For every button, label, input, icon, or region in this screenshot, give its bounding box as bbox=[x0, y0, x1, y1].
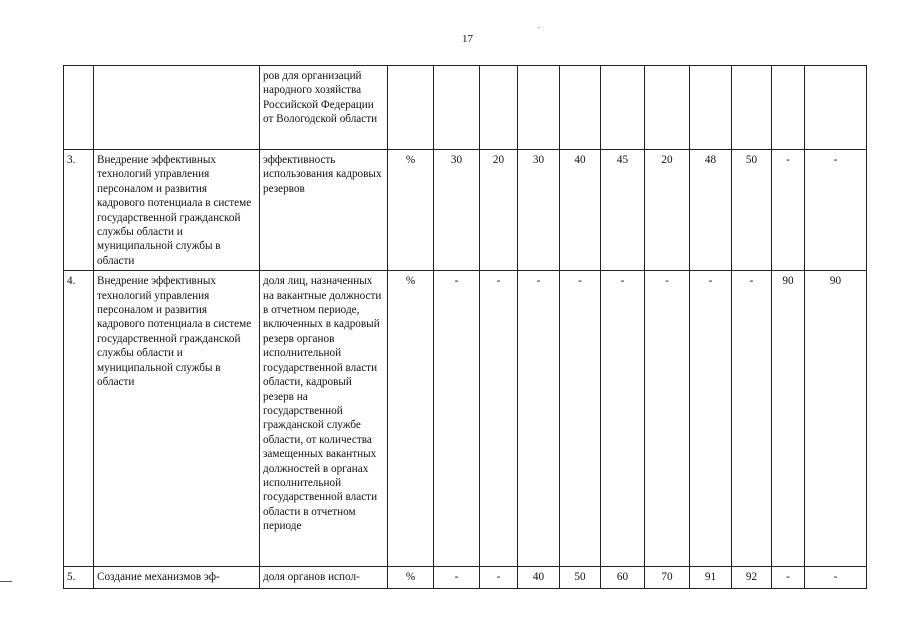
unit-cell: % bbox=[388, 271, 434, 567]
indicator-cell: доля органов испол- bbox=[260, 567, 388, 589]
unit-cell: % bbox=[388, 150, 434, 271]
unit-cell bbox=[388, 66, 434, 150]
value-cell: - bbox=[434, 271, 480, 567]
scan-speck bbox=[538, 27, 540, 28]
row-number: 4. bbox=[64, 271, 94, 567]
value-cell: 90 bbox=[805, 271, 867, 567]
table-row bbox=[64, 66, 867, 150]
value-cell: 92 bbox=[732, 567, 772, 589]
value-cell bbox=[518, 66, 560, 150]
value-cell: 70 bbox=[645, 567, 690, 589]
event-cell bbox=[94, 66, 260, 150]
value-cell: 40 bbox=[518, 567, 560, 589]
value-cell: 48 bbox=[690, 150, 732, 271]
value-cell bbox=[480, 66, 518, 150]
value-cell bbox=[690, 66, 732, 150]
indicator-cell: эффективность использования кадровых резервов bbox=[260, 150, 388, 271]
value-cell: 45 bbox=[601, 150, 645, 271]
indicators-table bbox=[63, 65, 867, 589]
table-row bbox=[64, 271, 867, 567]
value-cell bbox=[772, 66, 805, 150]
table-row bbox=[64, 150, 867, 271]
value-cell bbox=[601, 66, 645, 150]
event-cell: Создание механизмов эф- bbox=[94, 567, 260, 589]
indicator-cell: ров для организаций народного хозяйства Российской Федерации от Вологодской области bbox=[260, 66, 388, 150]
row-number: 5. bbox=[64, 567, 94, 589]
value-cell: - bbox=[690, 271, 732, 567]
value-cell: 60 bbox=[601, 567, 645, 589]
value-cell: - bbox=[601, 271, 645, 567]
value-cell: - bbox=[434, 567, 480, 589]
value-cell: 30 bbox=[518, 150, 560, 271]
value-cell: - bbox=[805, 567, 867, 589]
value-cell: 50 bbox=[732, 150, 772, 271]
value-cell bbox=[560, 66, 601, 150]
value-cell bbox=[434, 66, 480, 150]
unit-cell: % bbox=[388, 567, 434, 589]
value-cell bbox=[645, 66, 690, 150]
row-number: 3. bbox=[64, 150, 94, 271]
value-cell: 91 bbox=[690, 567, 732, 589]
value-cell: - bbox=[772, 150, 805, 271]
value-cell: 40 bbox=[560, 150, 601, 271]
value-cell: - bbox=[772, 567, 805, 589]
value-cell: - bbox=[805, 150, 867, 271]
value-cell: 90 bbox=[772, 271, 805, 567]
value-cell bbox=[805, 66, 867, 150]
page-number: 17 bbox=[462, 33, 473, 45]
row-number bbox=[64, 66, 94, 150]
value-cell bbox=[732, 66, 772, 150]
value-cell: - bbox=[518, 271, 560, 567]
table-row bbox=[64, 567, 867, 589]
value-cell: - bbox=[645, 271, 690, 567]
value-cell: - bbox=[732, 271, 772, 567]
event-cell: Внедрение эффективных технологий управления персоналом и развития кадрового потенциала в системе государственной гражданской службы области и муниципальной службы в области bbox=[94, 150, 260, 271]
value-cell: 50 bbox=[560, 567, 601, 589]
value-cell: 20 bbox=[480, 150, 518, 271]
event-cell: Внедрение эффективных технологий управления персоналом и развития кадрового потенциала в системе государственной гражданской службы области и муниципальной службы в области bbox=[94, 271, 260, 567]
value-cell: - bbox=[480, 271, 518, 567]
value-cell: 30 bbox=[434, 150, 480, 271]
value-cell: 20 bbox=[645, 150, 690, 271]
indicator-cell: доля лиц, назначенных на вакантные должности в отчетном периоде, включенных в кадровый резерв органов исполнительной государственной власти области, кадровый резерв на государственной гражданской службе области, от количества замещенных вакантных должностей в органах исполнительной государственной власти области в отчетном периоде bbox=[260, 271, 388, 567]
value-cell: - bbox=[560, 271, 601, 567]
margin-mark bbox=[0, 581, 12, 582]
value-cell: - bbox=[480, 567, 518, 589]
